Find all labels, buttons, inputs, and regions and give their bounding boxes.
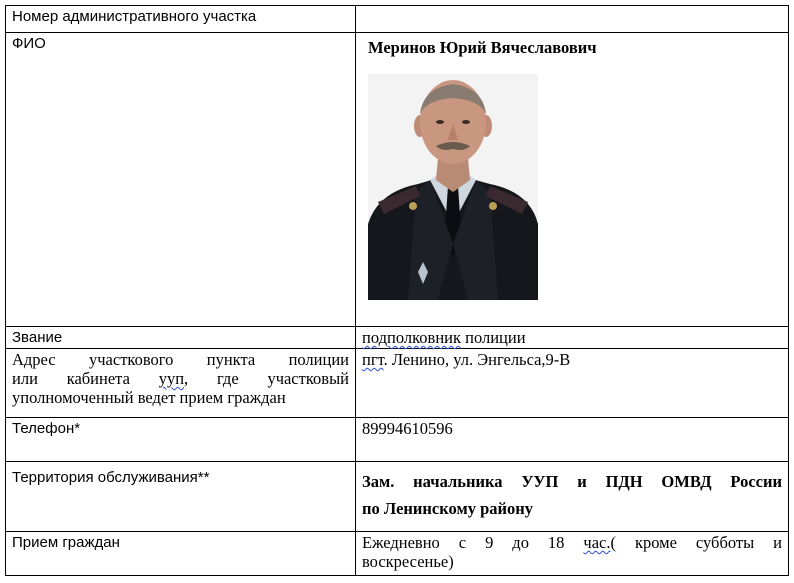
row-reception — [6, 532, 789, 576]
rank-value-word: подполковник — [362, 328, 461, 347]
row-territory — [6, 462, 789, 532]
reception-value — [356, 532, 789, 576]
row-address — [6, 349, 789, 418]
full-name-label: ФИО — [6, 33, 356, 327]
phone-value: 89994610596 — [356, 418, 789, 462]
phone-label: Телефон* — [6, 418, 356, 462]
reception-value-line1: Ежедневно с 9 до 18 час.( кроме субботы и — [362, 533, 782, 552]
reception-value-word: час. — [583, 533, 611, 552]
address-label-word: ууп — [158, 369, 185, 388]
address-value — [356, 349, 789, 418]
address-value-rest: . Ленино, ул. Энгельса,9-В — [383, 350, 571, 369]
address-label-line1: Адрес участкового пункта полиции — [12, 350, 349, 369]
address-label — [6, 349, 356, 418]
address-label-line3: уполномоченный ведет прием граждан — [12, 388, 286, 407]
territory-value-line1: Зам. начальника УУП и ПДН ОМВД России — [362, 472, 782, 491]
row-district-number — [6, 6, 789, 33]
territory-value — [356, 462, 789, 532]
district-number-value — [356, 6, 789, 33]
territory-label: Территория обслуживания** — [6, 462, 356, 532]
rank-value — [356, 327, 789, 349]
rank-label: Звание — [6, 327, 356, 349]
address-label-line2: или кабинета ууп, где участковый — [12, 369, 349, 388]
row-full-name — [6, 33, 789, 327]
full-name-cell — [356, 33, 789, 327]
officer-photo — [368, 74, 538, 300]
officer-portrait-image — [368, 74, 538, 300]
full-name-value: Меринов Юрий Вячеславович — [368, 38, 597, 57]
reception-label: Прием граждан — [6, 532, 356, 576]
row-phone — [6, 418, 789, 462]
rank-value-rest: полиции — [461, 328, 526, 347]
territory-value-line2: по Ленинскому району — [362, 499, 534, 518]
address-value-word: пгт — [362, 350, 384, 369]
row-rank — [6, 327, 789, 349]
district-number-label: Номер административного участка — [6, 6, 356, 33]
officer-info-table — [5, 5, 789, 576]
reception-value-line2: воскресенье) — [362, 552, 454, 571]
